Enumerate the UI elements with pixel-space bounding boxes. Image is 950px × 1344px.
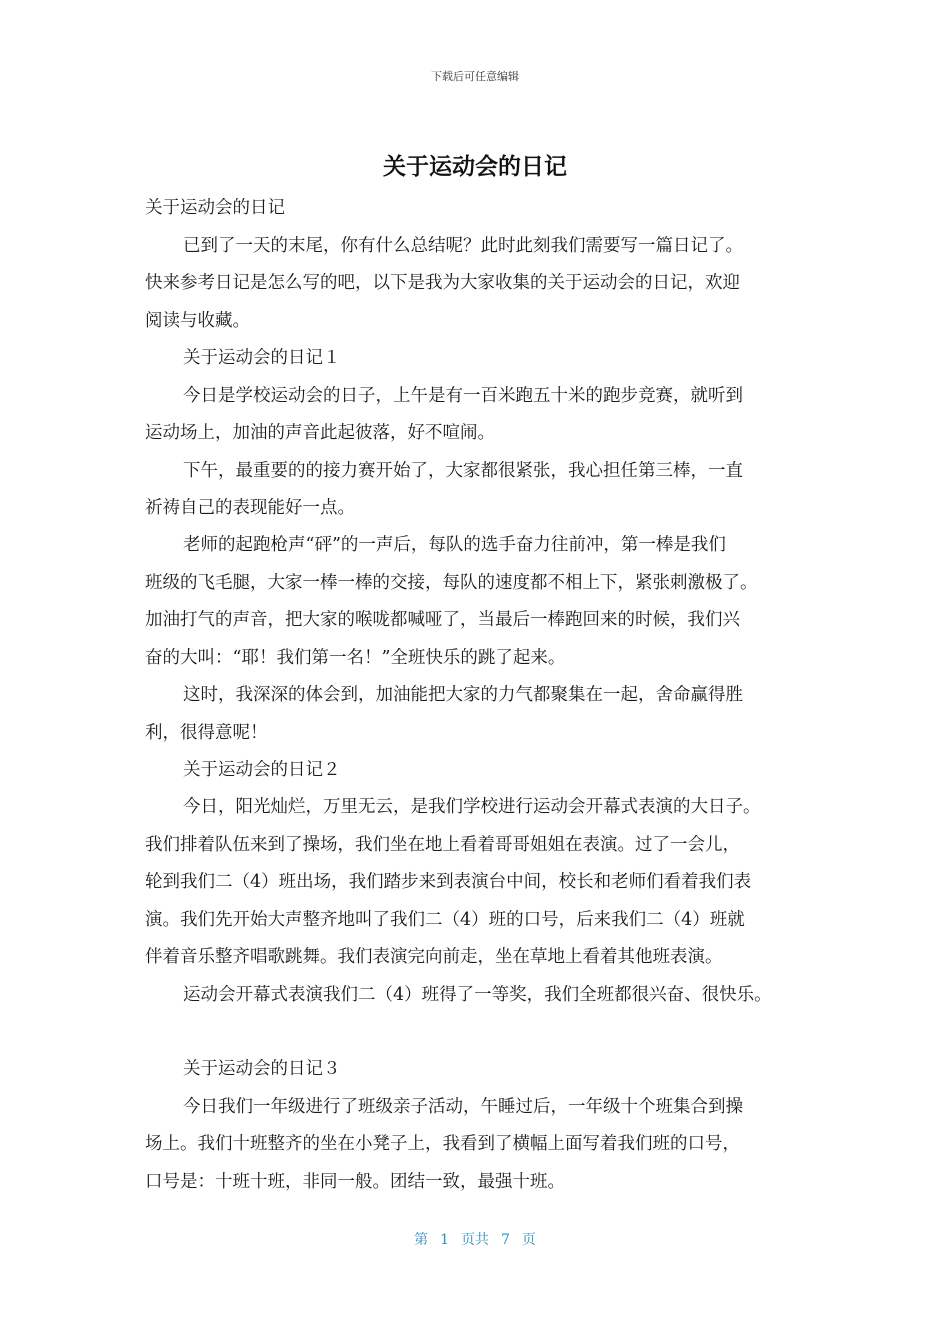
body-line: 祈祷自己的表现能好一点。: [145, 498, 355, 518]
body-line: 这时，我深深的体会到，加油能把大家的力气都聚集在一起，舍命赢得胜: [183, 685, 743, 705]
body-line: 老师的起跑枪声“砰”的一声后，每队的选手奋力往前冲，第一棒是我们: [183, 535, 726, 555]
body-line: 场上。我们十班整齐的坐在小凳子上，我看到了横幅上面写着我们班的口号，: [145, 1134, 740, 1154]
body-line: 已到了一天的末尾，你有什么总结呢？此时此刻我们需要写一篇日记了。: [183, 236, 743, 256]
footer-current-page: 1: [440, 1232, 449, 1248]
body-line: 班级的飞毛腿，大家一棒一棒的交接，每队的速度都不相上下，紧张刺激极了。: [145, 573, 758, 593]
section-heading: 关于运动会的日记３: [183, 1059, 341, 1079]
body-line: 演。我们先开始大声整齐地叫了我们二（4）班的口号，后来我们二（4）班就: [145, 910, 745, 930]
body-line: 奋的大叫：“耶！我们第一名！”全班快乐的跳了起来。: [145, 648, 566, 668]
footer-total-pages: 7: [501, 1232, 510, 1248]
body-line: 今日是学校运动会的日子，上午是有一百米跑五十米的跑步竞赛，就听到: [183, 386, 743, 406]
body-line: 运动场上，加油的声音此起彼落，好不喧闹。: [145, 423, 495, 443]
body-line: 口号是：十班十班，非同一般。团结一致，最强十班。: [145, 1172, 565, 1192]
body-line: 阅读与收藏。: [145, 311, 250, 331]
footer-label-after: 页: [521, 1232, 536, 1248]
section-heading: 关于运动会的日记１: [183, 348, 341, 368]
body-line: 下午，最重要的的接力赛开始了，大家都很紧张，我心担任第三棒，一直: [183, 461, 743, 481]
section-heading: 关于运动会的日记２: [183, 760, 341, 780]
body-line: 今日我们一年级进行了班级亲子活动，午睡过后，一年级十个班集合到操: [183, 1097, 743, 1117]
page-header-note: 下载后可任意编辑: [431, 70, 519, 83]
body-line: 快来参考日记是怎么写的吧，以下是我为大家收集的关于运动会的日记，欢迎: [145, 273, 740, 293]
body-line: 轮到我们二（4）班出场，我们踏步来到表演台中间，校长和老师们看着我们表: [145, 872, 752, 892]
footer-label-middle: 页共: [461, 1232, 489, 1248]
body-line: 加油打气的声音，把大家的喉咙都喊哑了，当最后一棒跑回来的时候，我们兴: [145, 610, 740, 630]
footer-label-before: 第: [414, 1232, 429, 1248]
body-line: 利，很得意呢！: [145, 723, 268, 743]
body-line: 关于运动会的日记: [145, 198, 285, 218]
body-line: 运动会开幕式表演我们二（4）班得了一等奖，我们全班都很兴奋、很快乐。: [183, 985, 772, 1005]
body-line: 伴着音乐整齐唱歌跳舞。我们表演完向前走，坐在草地上看着其他班表演。: [145, 947, 723, 967]
body-line: 今日，阳光灿烂，万里无云，是我们学校进行运动会开幕式表演的大日子。: [183, 797, 761, 817]
page-footer: [0, 1229, 950, 1249]
body-line: 我们排着队伍来到了操场，我们坐在地上看着哥哥姐姐在表演。过了一会儿，: [145, 835, 740, 855]
document-title: 关于运动会的日记: [383, 154, 567, 180]
